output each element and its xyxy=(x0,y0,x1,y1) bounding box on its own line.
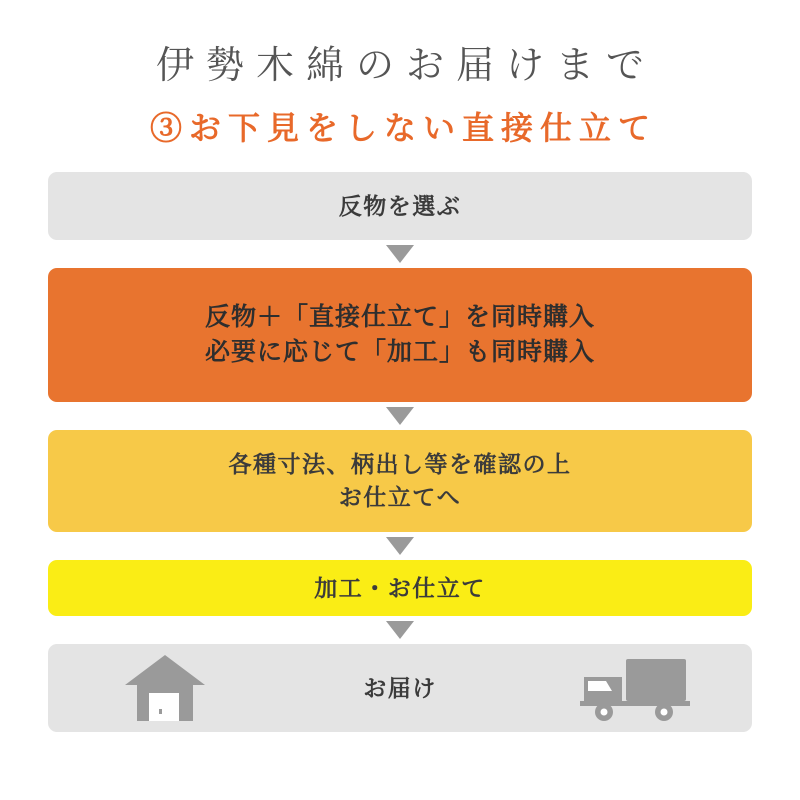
flow-step-line: 各種寸法、柄出し等を確認の上 xyxy=(228,451,572,478)
flow-step-confirm-measurements xyxy=(48,430,752,532)
flow-arrow-4 xyxy=(48,616,752,644)
flow-step-label xyxy=(229,448,572,513)
flow-step-label xyxy=(363,672,437,705)
flow-step-line: 反物を選ぶ xyxy=(338,192,462,219)
arrow-down-icon xyxy=(386,537,414,555)
flow-step-line: 反物＋「直接仕立て」を同時購入 xyxy=(204,302,595,331)
house-icon xyxy=(123,653,207,723)
flow-arrow-3 xyxy=(48,532,752,560)
flow-step-processing-and-tailoring xyxy=(48,560,752,616)
flow-step-purchase-fabric-and-tailoring xyxy=(48,268,752,402)
flow-arrow-2 xyxy=(48,402,752,430)
flow-step-line: お届け xyxy=(363,674,437,701)
flow-step-line: 必要に応じて「加工」も同時購入 xyxy=(204,338,595,366)
flow-step-select-fabric xyxy=(48,172,752,240)
page-title: 伊勢木綿のお届けまで xyxy=(155,45,656,87)
flow-diagram xyxy=(48,172,752,732)
flow-step-label xyxy=(205,300,595,371)
flow-step-line: お仕立てへ xyxy=(338,484,462,510)
arrow-down-icon xyxy=(386,407,414,425)
flow-step-label xyxy=(314,572,486,605)
arrow-down-icon xyxy=(386,245,414,263)
flow-arrow-1 xyxy=(48,240,752,268)
arrow-down-icon xyxy=(386,621,414,639)
flow-step-line: 加工・お仕立て xyxy=(314,574,486,601)
flow-step-delivery xyxy=(48,644,752,732)
page-subtitle: ③お下見をしない直接仕立て xyxy=(149,110,657,146)
truck-icon xyxy=(580,655,690,721)
flow-step-label xyxy=(339,190,462,223)
